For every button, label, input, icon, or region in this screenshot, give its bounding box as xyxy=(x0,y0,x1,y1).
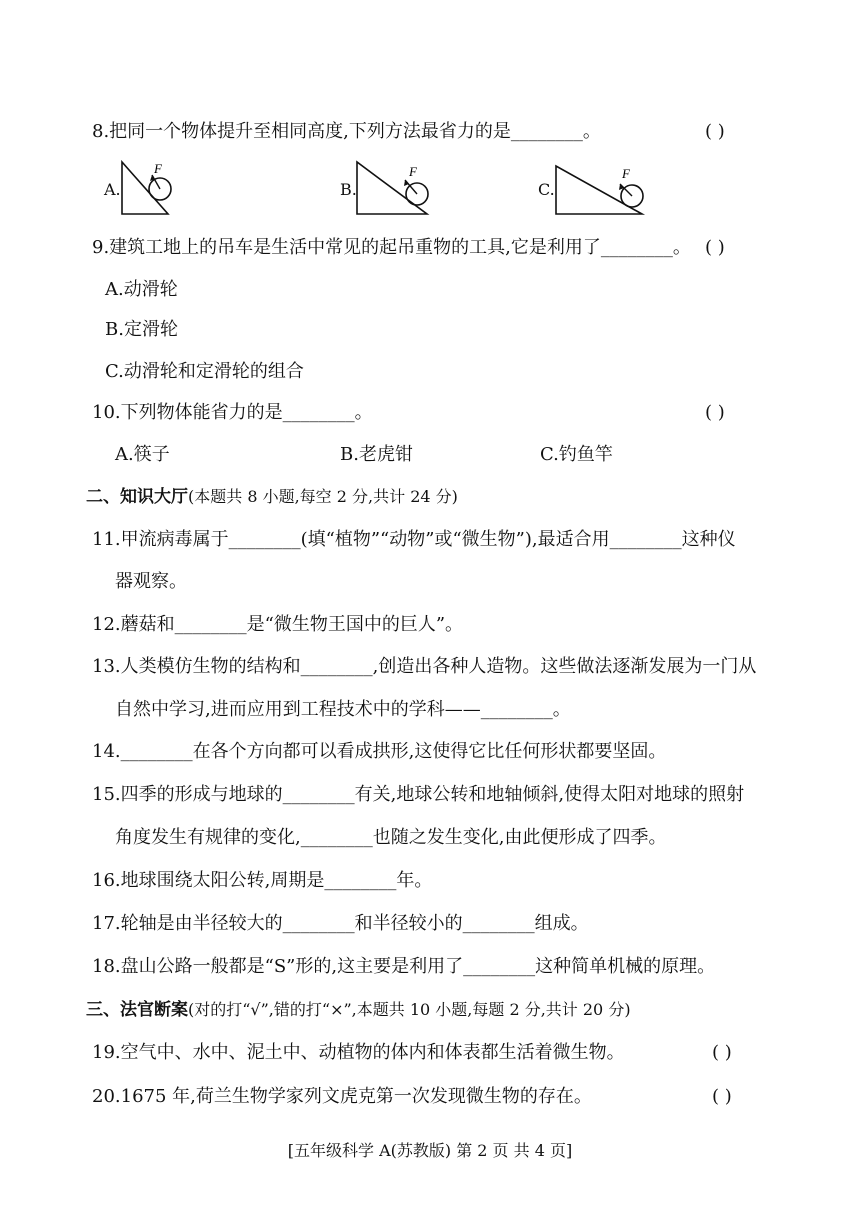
q9-option-c: C.动滑轮和定滑轮的组合 xyxy=(105,361,304,382)
q8-option-b-label: B. xyxy=(340,180,357,199)
q8-a-force-label: F xyxy=(154,161,162,176)
q8-option-c-label: C. xyxy=(538,180,555,199)
q8-figure-a-steep-incline xyxy=(120,160,210,220)
q10-option-c: C.钓鱼竿 xyxy=(540,444,613,465)
question-20-stem: 20.1675 年,荷兰生物学家列文虎克第一次发现微生物的存在。 xyxy=(92,1086,592,1107)
question-20-answer-paren[interactable]: ( ) xyxy=(712,1086,732,1107)
section-3-heading xyxy=(86,998,631,1022)
question-9-answer-paren[interactable]: ( ) xyxy=(705,237,725,258)
question-15-line-2: 角度发生有规律的变化,________也随之发生变化,由此便形成了四季。 xyxy=(115,827,667,848)
question-13-line-2: 自然中学习,进而应用到工程技术中的学科——________。 xyxy=(115,699,571,720)
question-12: 12.蘑菇和________是“微生物王国中的巨人”。 xyxy=(92,614,464,635)
section-2-heading xyxy=(86,485,458,509)
question-19-stem: 19.空气中、水中、泥土中、动植物的体内和体表都生活着微生物。 xyxy=(92,1042,625,1063)
section-3-title: 三、法官断案 xyxy=(86,1000,188,1020)
page-footer: [五年级科学 A(苏教版) 第 2 页 共 4 页] xyxy=(287,1141,573,1160)
question-9-stem: 9.建筑工地上的吊车是生活中常见的起吊重物的工具,它是利用了________。 xyxy=(92,237,691,258)
question-16: 16.地球围绕太阳公转,周期是________年。 xyxy=(92,870,433,891)
question-18: 18.盘山公路一般都是“S”形的,这主要是利用了________这种简单机械的原理。 xyxy=(92,956,716,977)
q10-option-b: B.老虎钳 xyxy=(340,444,413,465)
question-15-line-1: 15.四季的形成与地球的________有关,地球公转和地轴倾斜,使得太阳对地球的照射 xyxy=(92,784,745,805)
section-3-note: (对的打“√”,错的打“×”,本题共 10 小题,每题 2 分,共计 20 分) xyxy=(188,1000,631,1019)
q8-option-a-label: A. xyxy=(104,180,121,199)
question-17: 17.轮轴是由半径较大的________和半径较小的________组成。 xyxy=(92,913,589,934)
section-2-title: 二、知识大厅 xyxy=(86,487,188,507)
q8-c-force-label: F xyxy=(622,166,630,181)
q8-b-force-label: F xyxy=(409,164,417,179)
q8-figure-c-gentle-incline xyxy=(554,160,664,220)
question-8-answer-paren[interactable]: ( ) xyxy=(705,121,725,142)
q10-option-a: A.筷子 xyxy=(115,444,170,465)
question-13-line-1: 13.人类模仿生物的结构和________,创造出各种人造物。这些做法逐渐发展为一门从 xyxy=(92,656,757,677)
q8-figure-b-medium-incline xyxy=(355,160,465,220)
question-14: 14.________在各个方向都可以看成拱形,这使得它比任何形状都要坚固。 xyxy=(92,741,667,762)
question-19-answer-paren[interactable]: ( ) xyxy=(712,1042,732,1063)
question-11-line-1: 11.甲流病毒属于________(填“植物”“动物”或“微生物”),最适合用________这种仪 xyxy=(92,529,736,550)
q9-option-b: B.定滑轮 xyxy=(105,319,178,340)
question-10-stem: 10.下列物体能省力的是________。 xyxy=(92,402,373,423)
question-11-line-2: 器观察。 xyxy=(115,571,187,592)
q9-option-a: A.动滑轮 xyxy=(105,279,178,300)
section-2-note: (本题共 8 小题,每空 2 分,共计 24 分) xyxy=(188,487,458,506)
question-8-stem: 8.把同一个物体提升至相同高度,下列方法最省力的是________。 xyxy=(92,121,601,142)
question-10-answer-paren[interactable]: ( ) xyxy=(705,402,725,423)
